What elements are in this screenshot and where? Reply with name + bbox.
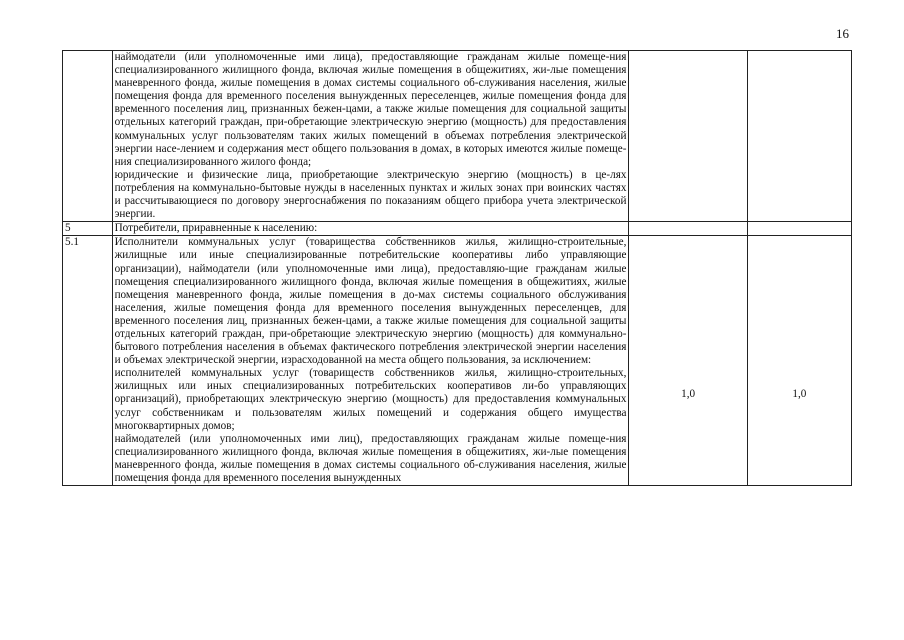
coefficient-value: 1,0: [792, 388, 807, 401]
paragraph: юридические и физические лица, приобретающие электрическую энергию (мощность) в це-лях потребления на коммунально-бытовые нужды в населенных пунктах и жилых зонах при воинских частях и рассчитывающиеся по договору энергоснабжения по показаниям общего прибора учета электрической энергии.: [114, 168, 627, 221]
value-cell-2: [747, 51, 851, 222]
row-number: [63, 51, 113, 222]
value-cell-1: [629, 236, 747, 486]
paragraph: исполнителей коммунальных услуг (товариществ собственников жилья, жилищно-строительных, жилищных или иных специализированных потребительских кооперативов ли-бо управляющих организаций), приобретающих электрическую энергию (мощность) для предоставления коммунальных услуг собственникам и пользователям жилых помещений и содержания общего имущества многоквартирных домов;: [114, 367, 627, 432]
paragraph: наймодателей (или уполномоченных ими лиц), предоставляющих гражданам жилые помеще-ния специализированного жилищного фонда, включая жилые помещения в общежитиях, жи-лые помещения маневренного фонда, жилые помещения в домах системы социального об-служивания населения, жилые помещения фонда для временного поселения вынужденных: [114, 432, 627, 484]
row-description: [112, 236, 629, 486]
paragraph: наймодатели (или уполномоченные ими лица), предоставляющие гражданам жилые помеще-ния специализированного жилищного фонда, включая жилые помещения в общежитиях, жи-лые помещения маневренного фонда, жилые помещения в домах системы социального об-служивания населения, жилые помещения фонда для временного поселения вынужденных переселенцев, жилые помещения фонда для временного поселения лиц, признанных бежен-цами, а также жилые помещения для социальной защиты отдельных категорий граждан, при-обретающие электрическую энергию (мощность) для предоставления коммунальных услуг пользователям таких жилых помещений в объемах потребления электрической энергии насе-лением и содержания мест общего пользования в домах, в которых имеются жилые помеще-ния специализированного жилого фонда;: [114, 51, 627, 168]
paragraph: Потребители, приравненные к населению:: [114, 222, 318, 235]
row-description: [112, 222, 629, 236]
page-number: 16: [836, 26, 849, 41]
value-cell-2: [747, 236, 851, 486]
row-number: 5: [63, 222, 113, 236]
row-description: [112, 51, 629, 222]
coefficient-value: 1,0: [681, 388, 696, 401]
table-row: [63, 51, 852, 222]
table-row: [63, 236, 852, 486]
paragraph: Исполнители коммунальных услуг (товарищества собственников жилья, жилищно-строительные, жилищные или иные специализированные потребительские кооперативы либо управляющие организации), наймодатели (или уполномоченные ими лица), предоставляю-щие гражданам жилые помещения специализированного жилищного фонда, включая жилые помещения в общежитиях, жилые помещения маневренного фонда, жилые помещения в до-мах системы социального обслуживания населения, жилые помещения фонда для временного поселения вынужденных переселенцев, для временного поселения лиц, признанных бежен-цами, а также жилые помещения для социальной защиты отдельных категорий граждан, при-обретающие электрическую энергию (мощность) для коммунально-бытового потребления населения в объемах фактического потребления электрической энергии населения и объемах электрической энергии, израсходованной на места общего пользования, за исключением:: [114, 236, 627, 367]
table-row: [63, 222, 852, 236]
row-number: 5.1: [63, 236, 113, 486]
tariff-table: [62, 50, 852, 486]
value-cell-1: [629, 222, 747, 236]
value-cell-2: [747, 222, 851, 236]
value-cell-1: [629, 51, 747, 222]
